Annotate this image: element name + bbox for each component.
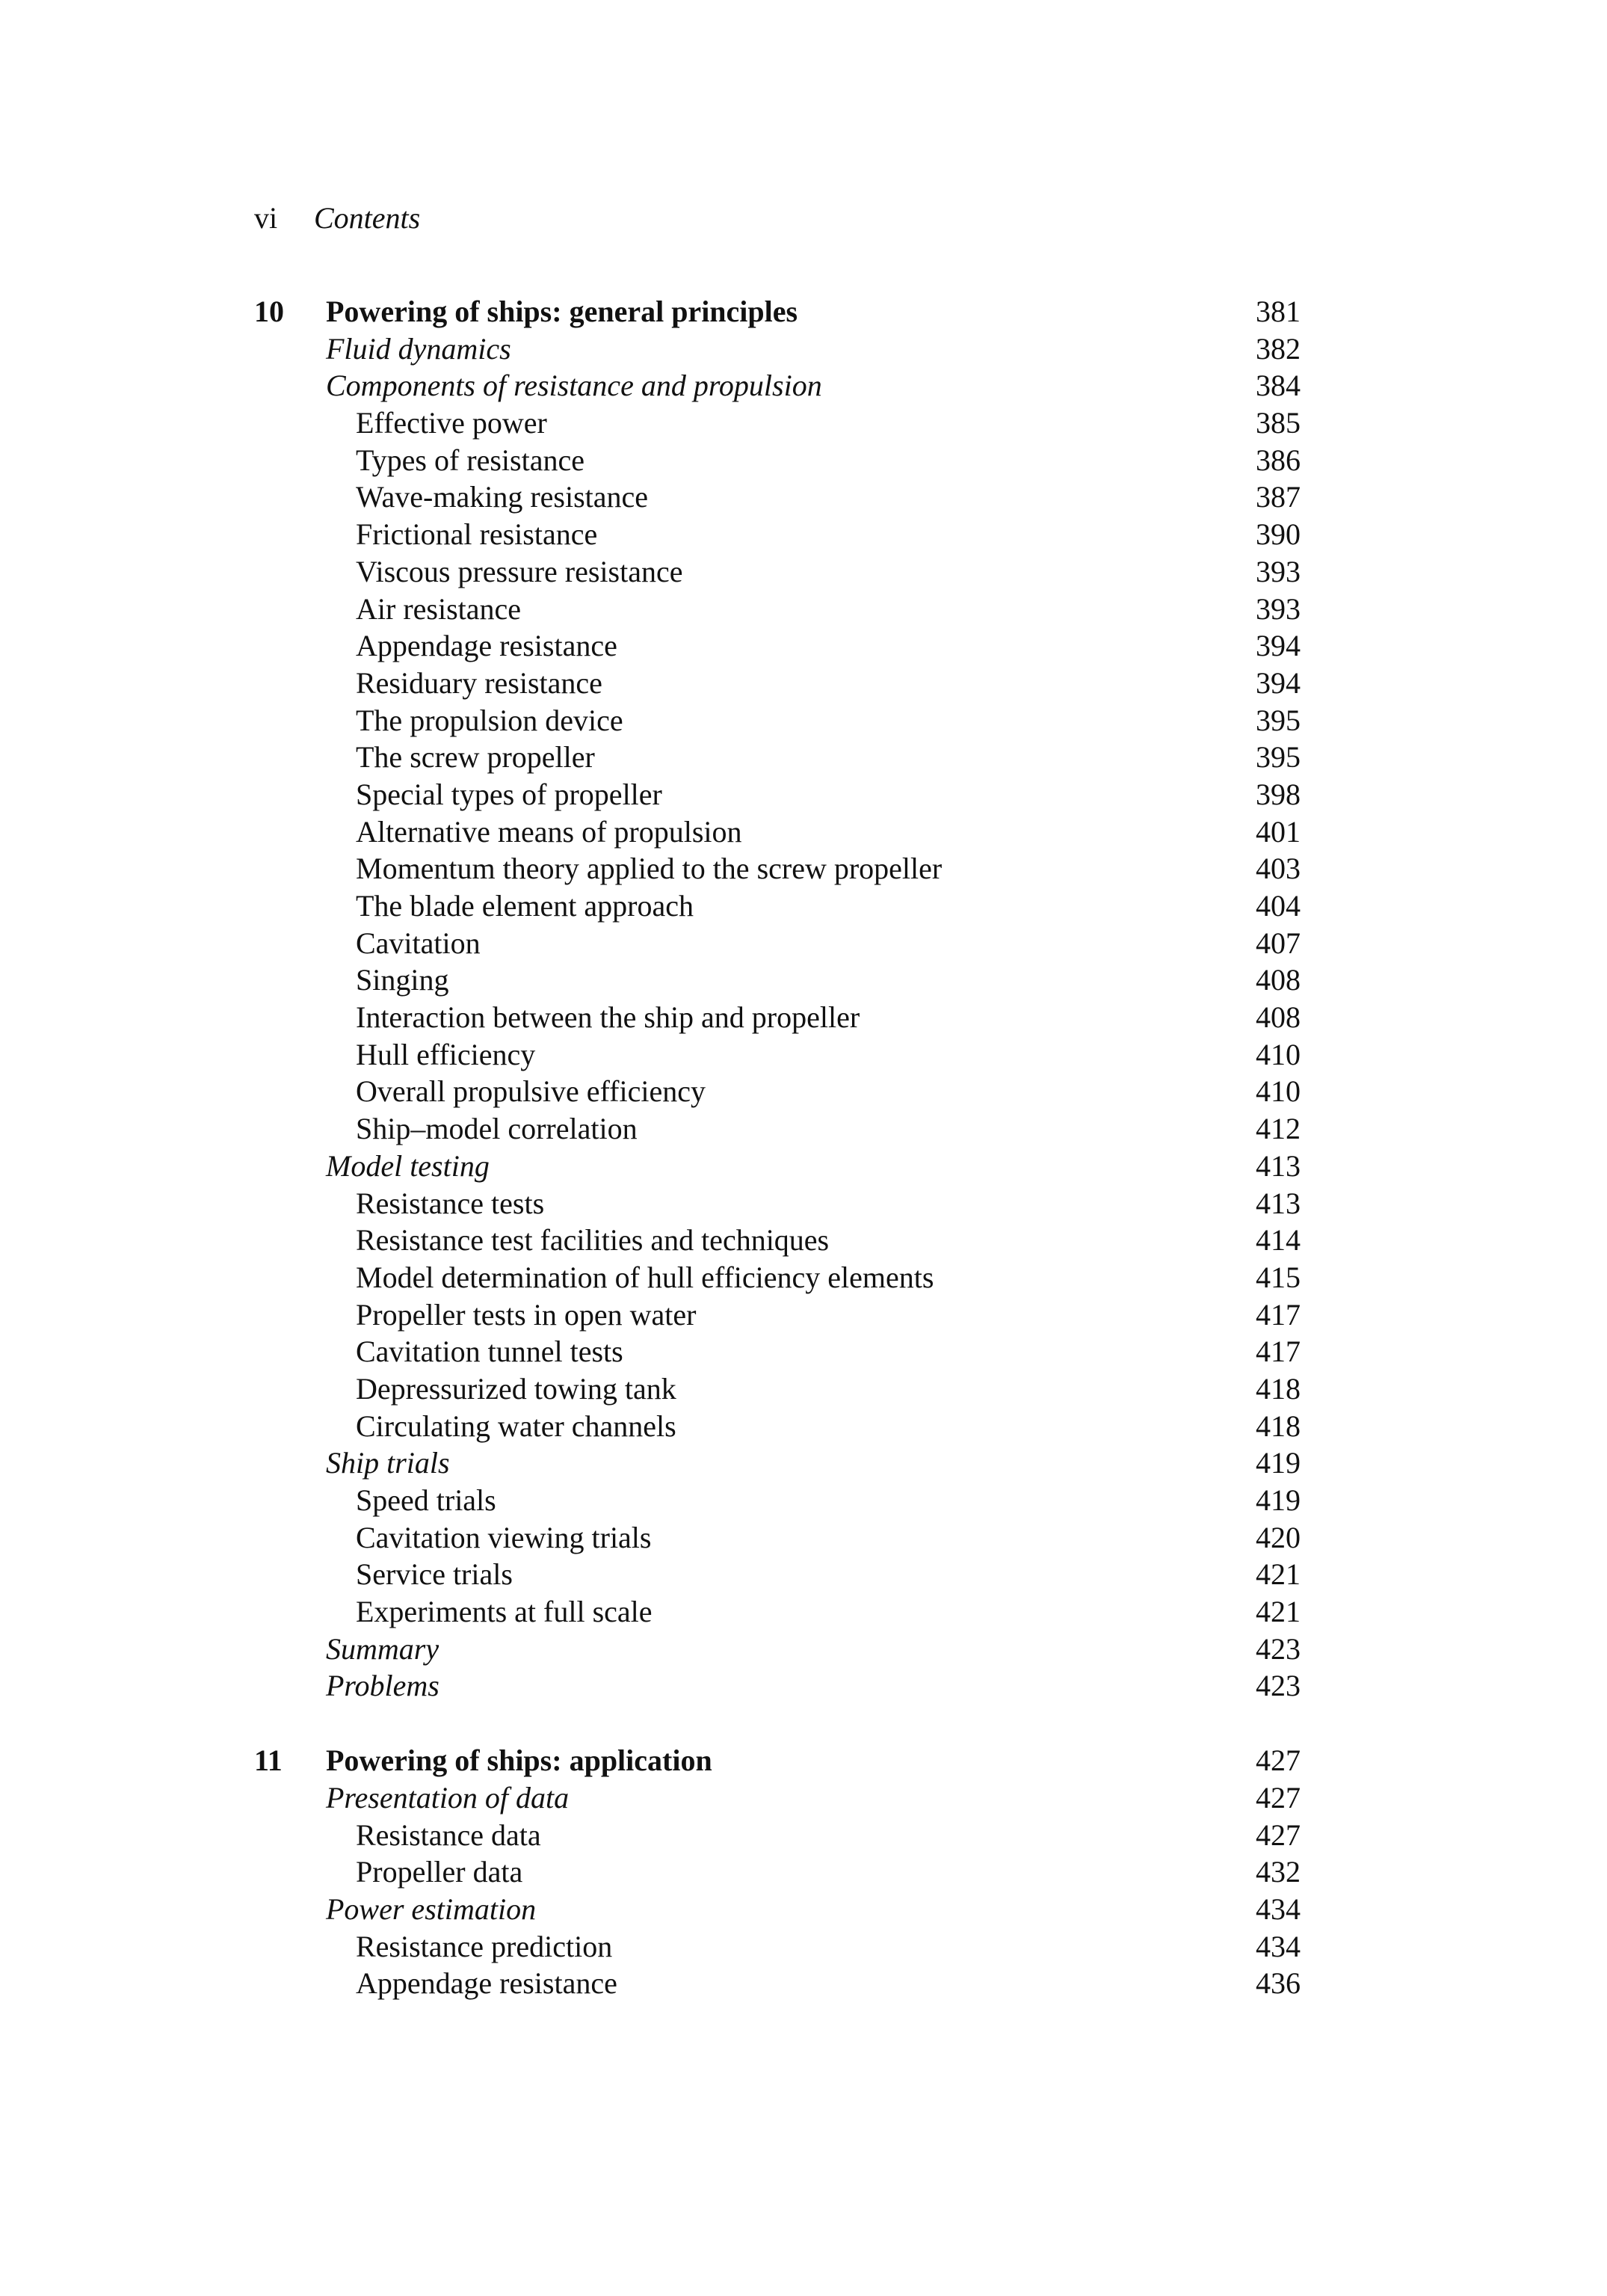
subsection-title: Interaction between the ship and propeller [356, 1000, 860, 1035]
subsection-title: Appendage resistance [356, 1966, 617, 2001]
entry-page-number: 423 [1256, 1631, 1301, 1666]
subsection-title: Effective power [356, 406, 547, 440]
toc-chapter [254, 1742, 1301, 2002]
toc-subsection[interactable] [254, 591, 1301, 628]
subsection-title: The blade element approach [356, 889, 694, 923]
toc-subsection[interactable] [254, 1556, 1301, 1593]
entry-page-number: 408 [1256, 1000, 1301, 1035]
subsection-title: Overall propulsive efficiency [356, 1074, 706, 1109]
entry-page-number: 387 [1256, 480, 1301, 514]
toc-subsection[interactable] [254, 999, 1301, 1036]
toc-subsection[interactable] [254, 1296, 1301, 1334]
toc-subsection[interactable] [254, 442, 1301, 479]
page-folio: vi [254, 201, 278, 235]
entry-page-number: 410 [1256, 1074, 1301, 1109]
subsection-title: Model determination of hull efficiency elements [356, 1260, 934, 1294]
subsection-title: Wave-making resistance [356, 480, 649, 514]
toc-subsection[interactable] [254, 1593, 1301, 1631]
entry-page-number: 394 [1256, 665, 1301, 700]
entry-page-number: 427 [1256, 1780, 1301, 1815]
subsection-title: Cavitation [356, 926, 481, 960]
toc-subsection[interactable] [254, 1222, 1301, 1259]
toc-subsection[interactable] [254, 887, 1301, 925]
toc-subsection[interactable] [254, 1928, 1301, 1966]
entry-page-number: 418 [1256, 1409, 1301, 1443]
toc-subsection[interactable] [254, 961, 1301, 999]
entry-page-number: 420 [1256, 1520, 1301, 1554]
entry-page-number: 394 [1256, 629, 1301, 663]
entry-page-number: 395 [1256, 703, 1301, 737]
subsection-title: Service trials [356, 1557, 513, 1592]
entry-page-number: 415 [1256, 1260, 1301, 1294]
subsection-title: Experiments at full scale [356, 1595, 653, 1629]
chapter-number: 10 [254, 295, 284, 328]
entry-page-number: 403 [1256, 852, 1301, 886]
entry-page-number: 404 [1256, 889, 1301, 923]
entry-page-number: 395 [1256, 740, 1301, 775]
toc-subsection[interactable] [254, 478, 1301, 516]
entry-page-number: 427 [1256, 1818, 1301, 1852]
entry-page-number: 417 [1256, 1297, 1301, 1332]
toc-subsection[interactable] [254, 1817, 1301, 1854]
entry-page-number: 408 [1256, 963, 1301, 997]
subsection-title: Momentum theory applied to the screw propeller [356, 852, 943, 886]
subsection-title: Alternative means of propulsion [356, 814, 742, 849]
chapter-number: 11 [254, 1743, 283, 1778]
toc-subsection[interactable] [254, 1482, 1301, 1519]
entry-page-number: 413 [1256, 1186, 1301, 1220]
toc-section[interactable] [254, 1631, 1301, 1668]
subsection-title: Speed trials [356, 1483, 496, 1517]
toc-section[interactable] [254, 1891, 1301, 1928]
subsection-title: Air resistance [356, 591, 522, 626]
entry-page-number: 421 [1256, 1557, 1301, 1592]
toc-subsection[interactable] [254, 850, 1301, 887]
toc-section[interactable] [254, 1667, 1301, 1705]
chapter-page-number: 427 [1256, 1743, 1301, 1778]
entry-page-number: 419 [1256, 1446, 1301, 1480]
subsection-title: Propeller tests in open water [356, 1297, 697, 1332]
subsection-title: Types of resistance [356, 443, 584, 477]
section-title: Fluid dynamics [326, 331, 511, 366]
toc-subsection[interactable] [254, 627, 1301, 665]
toc-subsection[interactable] [254, 1110, 1301, 1148]
entry-page-number: 432 [1256, 1855, 1301, 1889]
entry-page-number: 434 [1256, 1929, 1301, 1963]
entry-page-number: 419 [1256, 1483, 1301, 1517]
entry-page-number: 418 [1256, 1371, 1301, 1406]
entry-page-number: 414 [1256, 1223, 1301, 1258]
chapter-title: Powering of ships: general principles [326, 295, 798, 328]
toc-subsection[interactable] [254, 404, 1301, 442]
toc-subsection[interactable] [254, 553, 1301, 591]
toc-section[interactable] [254, 367, 1301, 404]
toc-chapter [254, 293, 1301, 1705]
entry-page-number: 393 [1256, 591, 1301, 626]
entry-page-number: 407 [1256, 926, 1301, 960]
subsection-title: Resistance data [356, 1818, 541, 1852]
toc-subsection[interactable] [254, 1333, 1301, 1370]
section-title: Components of resistance and propulsion [326, 369, 822, 403]
subsection-title: Propeller data [356, 1855, 523, 1889]
entry-page-number: 423 [1256, 1669, 1301, 1703]
toc-subsection[interactable] [254, 1519, 1301, 1557]
entry-page-number: 382 [1256, 331, 1301, 366]
toc-section[interactable] [254, 1148, 1301, 1185]
toc-subsection[interactable] [254, 813, 1301, 851]
subsection-title: Viscous pressure resistance [356, 554, 683, 588]
subsection-title: Frictional resistance [356, 517, 598, 552]
toc-subsection[interactable] [254, 1965, 1301, 2002]
toc-subsection[interactable] [254, 1259, 1301, 1296]
subsection-title: Resistance prediction [356, 1929, 613, 1963]
toc-chapter-heading[interactable] [254, 1742, 1301, 1779]
chapter-title: Powering of ships: application [326, 1743, 712, 1778]
subsection-title: Resistance test facilities and techniques [356, 1223, 830, 1258]
subsection-title: Cavitation tunnel tests [356, 1335, 623, 1369]
subsection-title: Resistance tests [356, 1186, 545, 1220]
subsection-title: Circulating water channels [356, 1409, 676, 1443]
toc-subsection[interactable] [254, 1036, 1301, 1074]
toc-subsection[interactable] [254, 925, 1301, 962]
entry-page-number: 384 [1256, 369, 1301, 403]
toc-section[interactable] [254, 330, 1301, 368]
entry-page-number: 413 [1256, 1148, 1301, 1183]
toc-chapter-heading[interactable] [254, 293, 1301, 330]
toc-section[interactable] [254, 1444, 1301, 1482]
entry-page-number: 417 [1256, 1335, 1301, 1369]
entry-page-number: 386 [1256, 443, 1301, 477]
entry-page-number: 398 [1256, 777, 1301, 811]
section-title: Summary [326, 1631, 439, 1666]
toc-subsection[interactable] [254, 516, 1301, 553]
toc-subsection[interactable] [254, 665, 1301, 702]
entry-page-number: 390 [1256, 517, 1301, 552]
entry-page-number: 385 [1256, 406, 1301, 440]
section-title: Presentation of data [326, 1780, 570, 1815]
entry-page-number: 436 [1256, 1966, 1301, 2001]
toc-subsection[interactable] [254, 1853, 1301, 1891]
subsection-title: The screw propeller [356, 740, 595, 775]
subsection-title: Hull efficiency [356, 1037, 536, 1071]
running-title: Contents [314, 201, 421, 235]
toc-subsection[interactable] [254, 702, 1301, 739]
entry-page-number: 421 [1256, 1595, 1301, 1629]
section-title: Model testing [326, 1148, 490, 1183]
running-head [254, 196, 420, 241]
chapter-page-number: 381 [1256, 295, 1301, 328]
section-title: Problems [326, 1669, 439, 1703]
toc-subsection[interactable] [254, 1185, 1301, 1222]
toc-subsection[interactable] [254, 1073, 1301, 1110]
subsection-title: Appendage resistance [356, 629, 617, 663]
section-title: Ship trials [326, 1446, 450, 1480]
table-of-contents [254, 293, 1301, 2002]
subsection-title: Residuary resistance [356, 665, 602, 700]
toc-section[interactable] [254, 1779, 1301, 1817]
entry-page-number: 410 [1256, 1037, 1301, 1071]
entry-page-number: 412 [1256, 1112, 1301, 1146]
toc-subsection[interactable] [254, 1408, 1301, 1445]
entry-page-number: 434 [1256, 1892, 1301, 1926]
subsection-title: Special types of propeller [356, 777, 662, 811]
section-title: Power estimation [326, 1892, 537, 1926]
toc-subsection[interactable] [254, 739, 1301, 776]
subsection-title: The propulsion device [356, 703, 623, 737]
toc-subsection[interactable] [254, 1370, 1301, 1408]
entry-page-number: 401 [1256, 814, 1301, 849]
subsection-title: Depressurized towing tank [356, 1371, 676, 1406]
subsection-title: Singing [356, 963, 449, 997]
subsection-title: Ship–model correlation [356, 1112, 638, 1146]
toc-subsection[interactable] [254, 776, 1301, 813]
subsection-title: Cavitation viewing trials [356, 1520, 652, 1554]
entry-page-number: 393 [1256, 554, 1301, 588]
